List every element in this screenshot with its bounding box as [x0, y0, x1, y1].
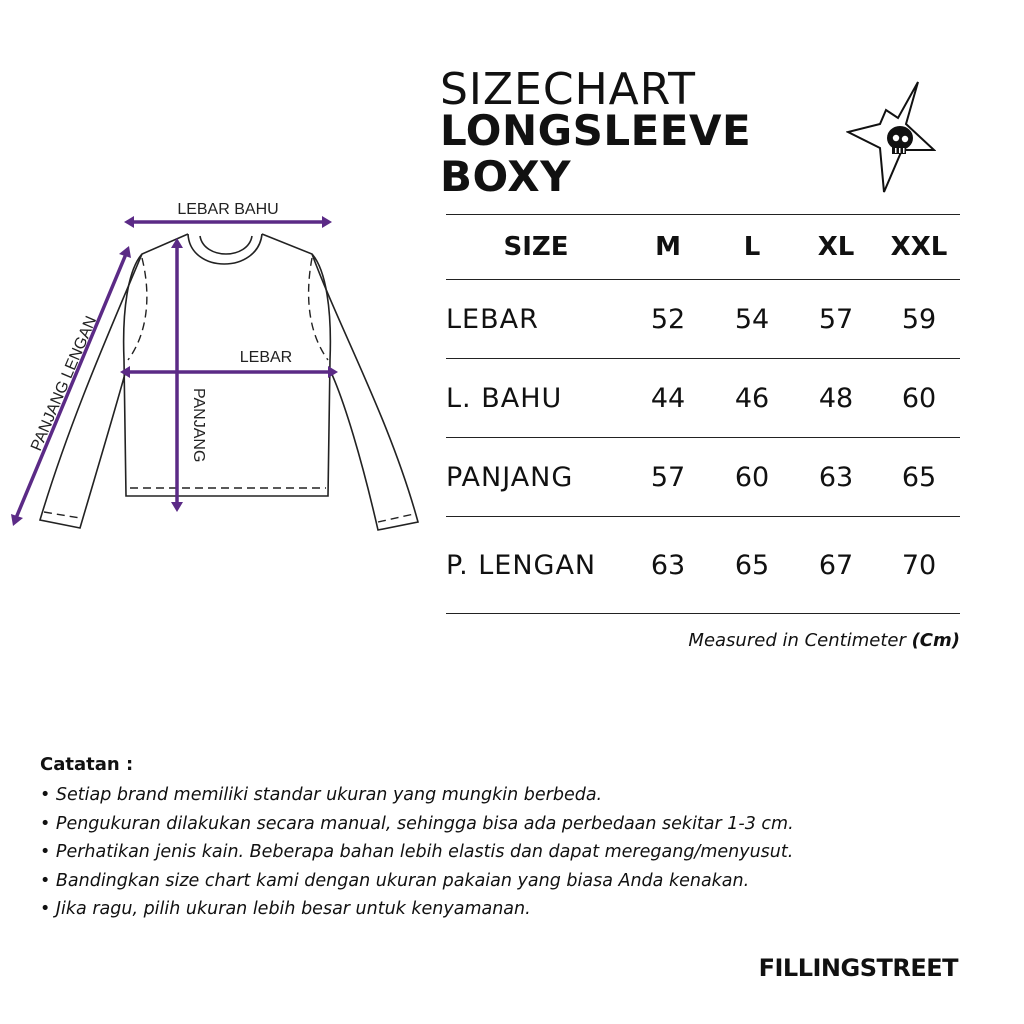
- unit-note: [688, 630, 960, 651]
- header-xxl: XXL: [878, 215, 960, 280]
- table-header-row: [446, 215, 960, 280]
- header-size: SIZE: [446, 215, 626, 280]
- star-skull-icon: [846, 80, 936, 196]
- table-row-l-bahu: [446, 359, 960, 438]
- list-item: • Perhatikan jenis kain. Beberapa bahan lebih elastis dan dapat meregang/menyusut.: [40, 838, 1000, 867]
- size-table: [446, 214, 960, 614]
- cell: 52: [626, 280, 710, 359]
- label-panjang-lengan: PANJANG LENGAN: [28, 313, 101, 454]
- brand-name: FILLINGSTREET: [758, 954, 958, 982]
- title-line-1: LONGSLEEVE: [440, 106, 752, 155]
- header-l: L: [710, 215, 794, 280]
- cell: 48: [794, 359, 878, 438]
- garment-diagram: [0, 190, 430, 540]
- list-item: • Bandingkan size chart kami dengan ukuran pakaian yang biasa Anda kenakan.: [40, 867, 1000, 896]
- row-label: LEBAR: [446, 280, 626, 359]
- cell: 46: [710, 359, 794, 438]
- cell: 54: [710, 280, 794, 359]
- cell: 63: [794, 438, 878, 517]
- cell: 65: [710, 517, 794, 614]
- cell: 60: [710, 438, 794, 517]
- cell: 65: [878, 438, 960, 517]
- list-item: • Setiap brand memiliki standar ukuran yang mungkin berbeda.: [40, 781, 1000, 810]
- cell: 44: [626, 359, 710, 438]
- collar-inner: [200, 236, 252, 254]
- row-label: PANJANG: [446, 438, 626, 517]
- label-lebar-bahu: LEBAR BAHU: [177, 201, 279, 218]
- cell: 63: [626, 517, 710, 614]
- title-line-2: BOXY: [440, 152, 572, 201]
- cell: 67: [794, 517, 878, 614]
- body-outline: [124, 234, 331, 496]
- cell: 59: [878, 280, 960, 359]
- cell: 70: [878, 517, 960, 614]
- arrow-lebar: [120, 366, 338, 378]
- notes-section: [40, 754, 1000, 924]
- unit-note-unit: (Cm): [911, 630, 960, 651]
- list-item: • Pengukuran dilakukan secara manual, sehingga bisa ada perbedaan sekitar 1-3 cm.: [40, 810, 1000, 839]
- cell: 57: [794, 280, 878, 359]
- table-row-p-lengan: [446, 517, 960, 614]
- unit-note-text: Measured in Centimeter: [688, 630, 912, 651]
- header-xl: XL: [794, 215, 878, 280]
- label-lebar: LEBAR: [239, 349, 293, 366]
- notes-title: Catatan :: [40, 754, 134, 775]
- arrow-panjang: [171, 238, 183, 512]
- right-armhole-seam: [309, 258, 328, 360]
- list-item: • Jika ragu, pilih ukuran lebih besar untuk kenyamanan.: [40, 895, 1000, 924]
- title-sizechart: SIZECHART: [440, 64, 697, 115]
- label-panjang: PANJANG: [190, 388, 207, 463]
- left-cuff-seam: [44, 512, 80, 518]
- shirt-outline: [40, 234, 418, 530]
- table-row-lebar: [446, 280, 960, 359]
- cell: 57: [626, 438, 710, 517]
- title-product: [440, 108, 751, 200]
- header-m: M: [626, 215, 710, 280]
- table-row-panjang: [446, 438, 960, 517]
- notes-list: [40, 781, 1000, 924]
- left-armhole-seam: [128, 258, 147, 360]
- row-label: L. BAHU: [446, 359, 626, 438]
- seam-lines: [44, 258, 414, 522]
- size-table-container: [446, 214, 960, 614]
- cell: 60: [878, 359, 960, 438]
- row-label: P. LENGAN: [446, 517, 626, 614]
- right-cuff-seam: [378, 514, 414, 522]
